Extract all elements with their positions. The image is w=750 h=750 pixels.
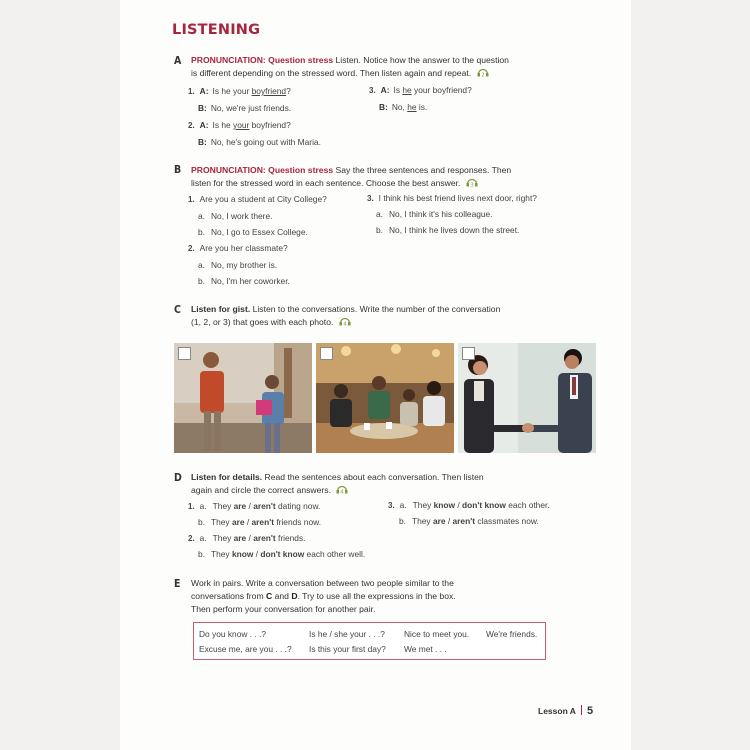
photo-students <box>174 343 312 453</box>
b-option-3b[interactable]: b. No, I think he lives down the street. <box>376 225 520 235</box>
a-item-3-response: B: No, he is. <box>379 102 428 112</box>
audio-icon[interactable] <box>336 485 348 494</box>
d-sentence-2b[interactable]: b. They know / don't know each other well. <box>198 549 366 559</box>
audio-icon[interactable] <box>339 317 351 326</box>
audio-icon[interactable] <box>477 68 489 77</box>
b-option-1b[interactable]: b. No, I go to Essex College. <box>198 227 308 237</box>
exercise-letter-e: E <box>174 578 181 590</box>
d-sentence-2a[interactable]: 2. a. They are / aren't friends. <box>188 533 306 543</box>
photo-number-checkbox[interactable] <box>462 347 475 360</box>
expression: We're friends. <box>486 629 538 639</box>
lesson-label: Lesson A <box>538 706 576 716</box>
b-option-1a[interactable]: a. No, I work there. <box>198 211 273 221</box>
svg-text:4: 4 <box>340 489 344 494</box>
photo-number-checkbox[interactable] <box>178 347 191 360</box>
b-question-2: 2. Are you her classmate? <box>188 243 288 253</box>
exercise-d-instructions: Listen for details. Read the sentences about each conversation. Then listen again and circle the correct answers. 4 <box>191 472 484 495</box>
svg-text:2: 2 <box>480 72 485 77</box>
expression: Nice to meet you. <box>404 629 470 639</box>
a-item-1-question: 1. A: Is he your boyfriend? <box>188 86 291 96</box>
exercise-letter-a: A <box>174 55 182 67</box>
d-sentence-1b[interactable]: b. They are / aren't friends now. <box>198 517 322 527</box>
a-item-1-response: B: No, we're just friends. <box>198 103 292 113</box>
page-number: 5 <box>586 705 594 717</box>
expression: Excuse me, are you . . .? <box>199 644 292 654</box>
exercise-c-instructions: Listen for gist. Listen to the conversations. Write the number of the conversation (1, 2, or 3) that goes with each photo. 4 <box>191 304 501 327</box>
b-option-3a[interactable]: a. No, I think it's his colleague. <box>376 209 493 219</box>
d-sentence-3b[interactable]: b. They are / aren't classmates now. <box>399 516 539 526</box>
expressions-box <box>193 622 546 660</box>
a-item-2-question: 2. A: Is he your boyfriend? <box>188 120 291 130</box>
expression: Do you know . . .? <box>199 629 267 639</box>
textbook-page <box>120 0 631 750</box>
b-option-2b[interactable]: b. No, I'm her coworker. <box>198 276 290 286</box>
d-sentence-3a[interactable]: 3. a. They know / don't know each other. <box>388 500 550 510</box>
expression: Is he / she your . . .? <box>309 629 385 639</box>
exercise-letter-c: C <box>174 304 181 316</box>
a-item-2-response: B: No, he's going out with Maria. <box>198 137 321 147</box>
page-footer <box>538 705 593 717</box>
exercise-letter-d: D <box>174 472 182 484</box>
svg-text:4: 4 <box>343 321 347 326</box>
a-item-3-question: 3. A: Is he your boyfriend? <box>369 85 472 95</box>
exercise-a-instructions: PRONUNCIATION: Question stress Listen. Notice how the answer to the question is different depending on the stressed word. Then listen again and repeat. 2 <box>191 55 509 78</box>
svg-text:3: 3 <box>470 182 474 187</box>
section-title: LISTENING <box>172 22 261 38</box>
photo-cafe-friends <box>316 343 454 453</box>
exercise-e-instructions: Work in pairs. Write a conversation between two people similar to the conversations from C and D. Try to use all the expressions in the box. Then perform your conversation for another pair. <box>191 578 456 614</box>
expression: Is this your first day? <box>309 644 386 654</box>
b-question-1: 1. Are you a student at City College? <box>188 194 327 204</box>
exercise-letter-b: B <box>174 164 182 176</box>
expression: We met . . . <box>404 644 447 654</box>
audio-icon[interactable] <box>466 178 478 187</box>
photo-business-handshake <box>458 343 596 453</box>
exercise-b-instructions: PRONUNCIATION: Question stress Say the three sentences and responses. Then listen for the stressed word in each sentence. Choose the best answer. 3 <box>191 165 512 188</box>
b-option-2a[interactable]: a. No, my brother is. <box>198 260 278 270</box>
photo-number-checkbox[interactable] <box>320 347 333 360</box>
d-sentence-1a[interactable]: 1. a. They are / aren't dating now. <box>188 501 321 511</box>
b-question-3: 3. I think his best friend lives next door, right? <box>367 193 537 203</box>
